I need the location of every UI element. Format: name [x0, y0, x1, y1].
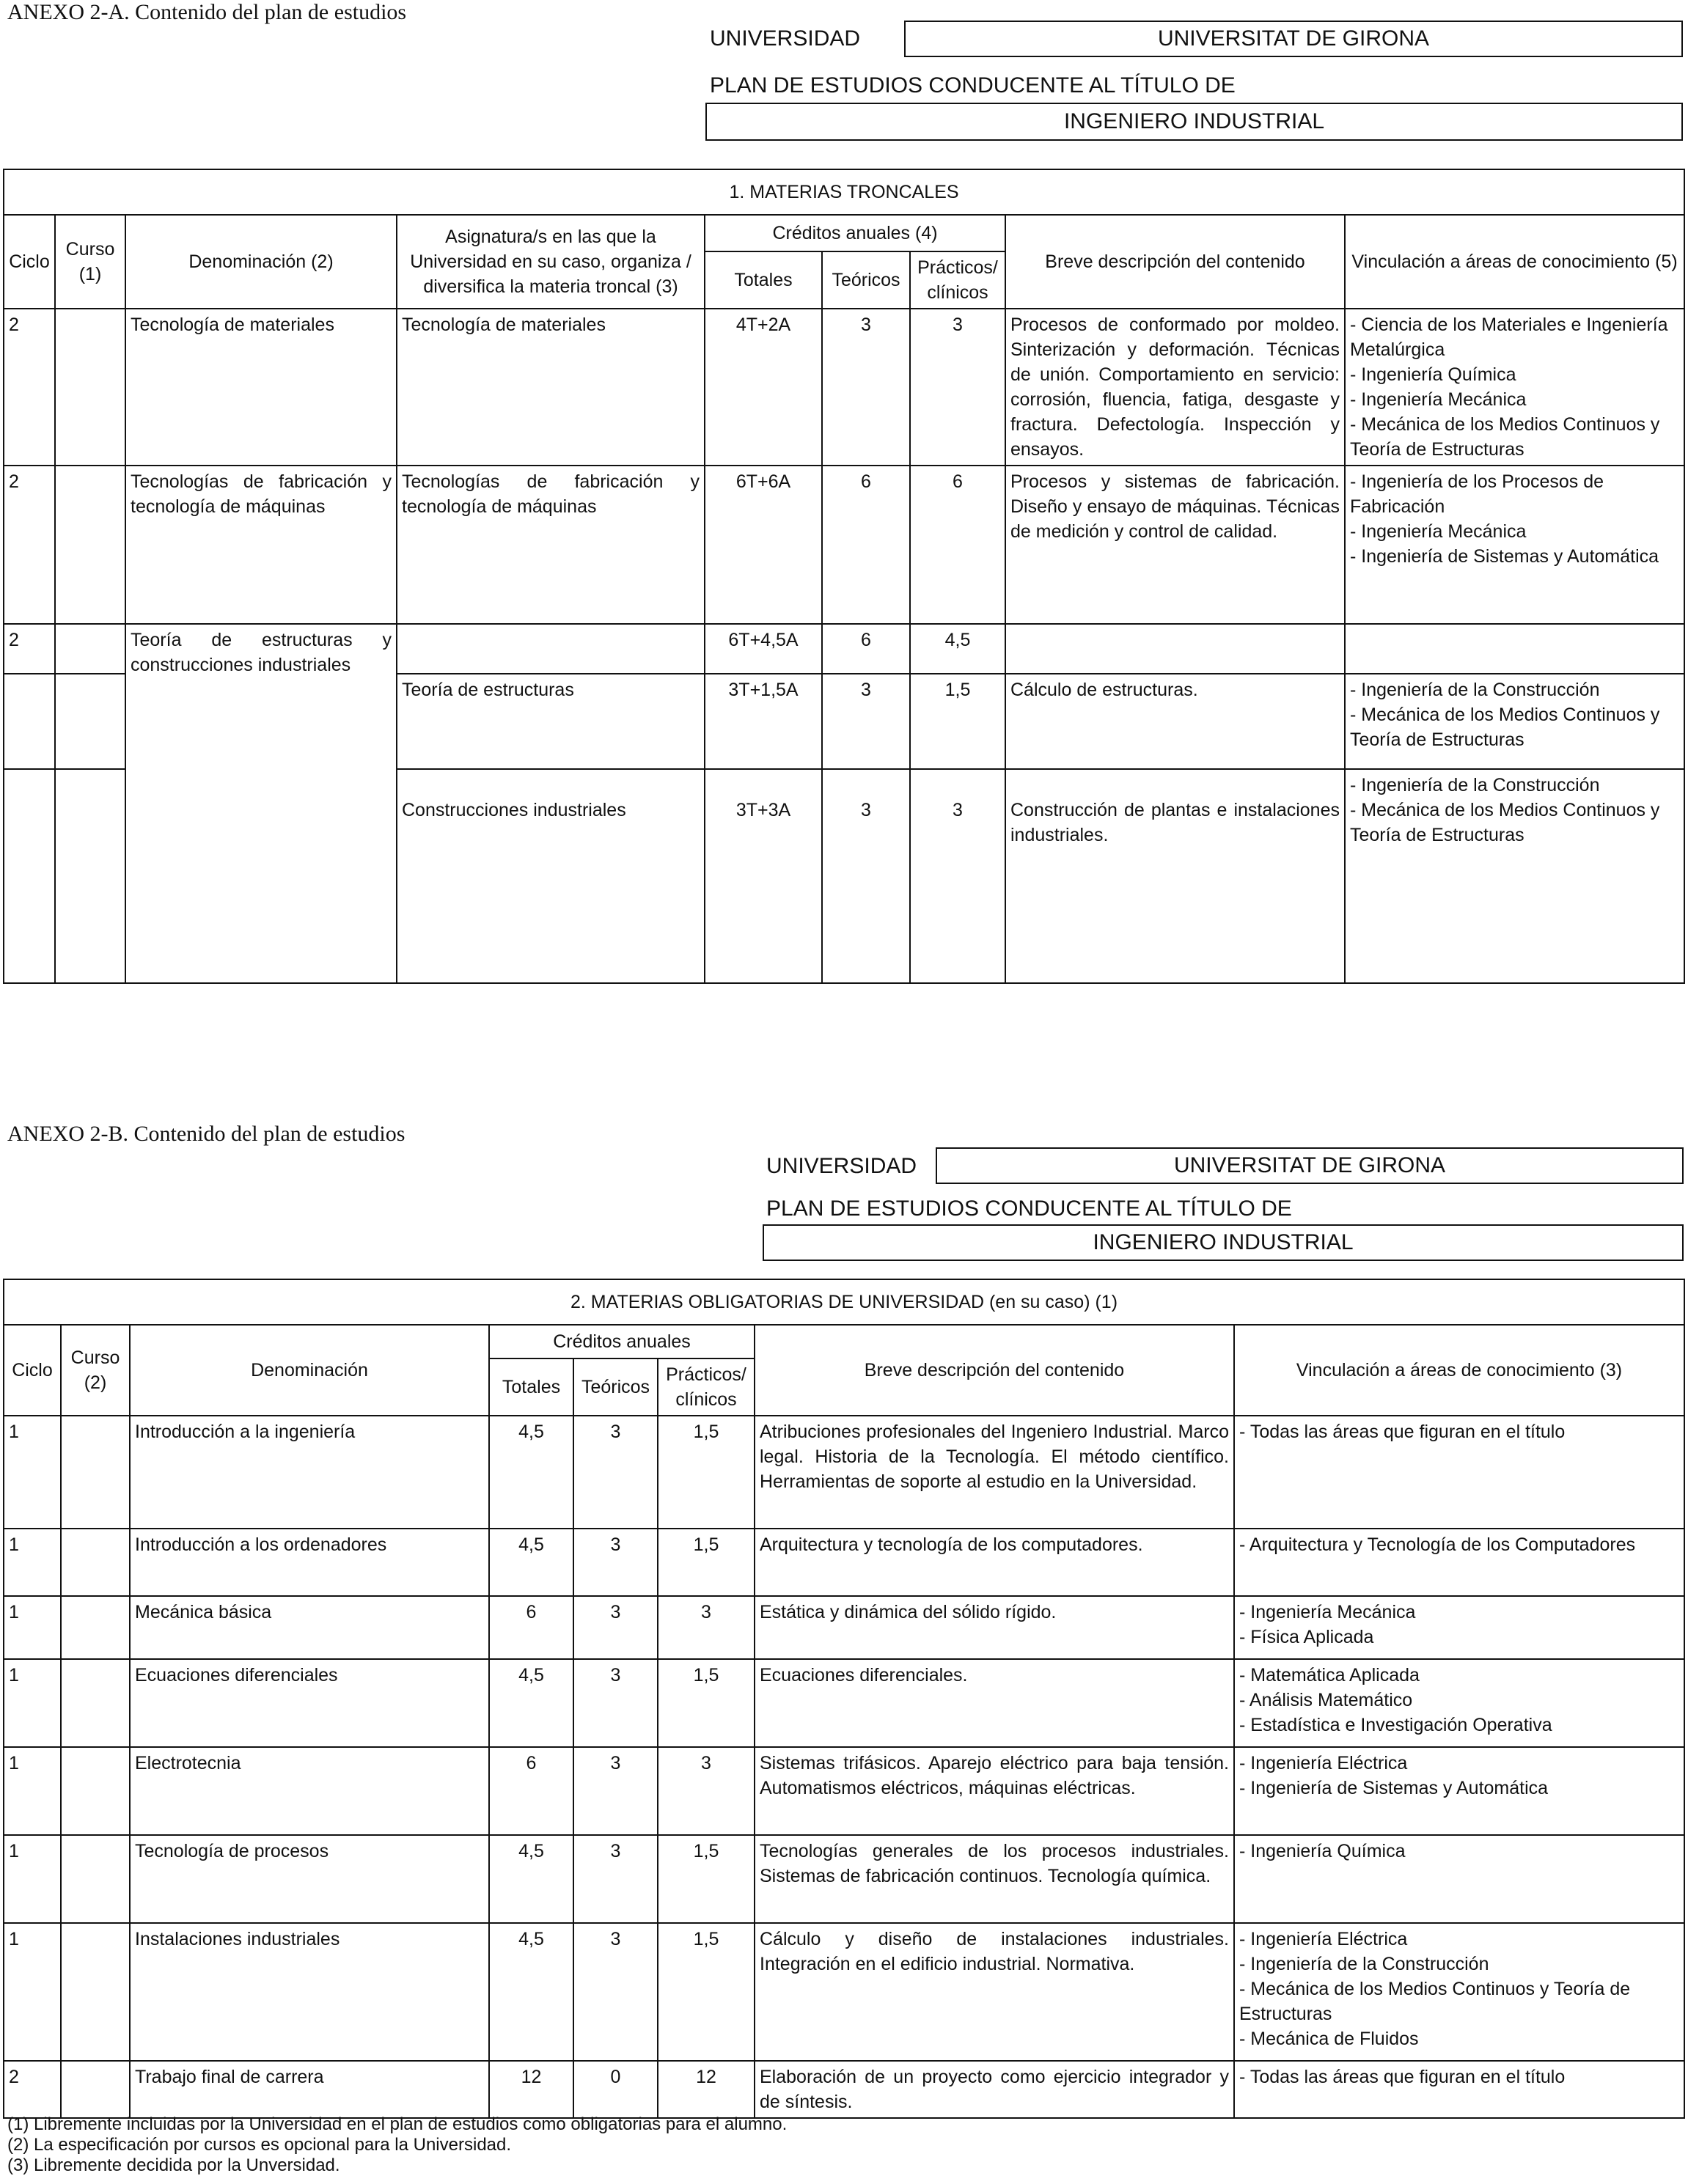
- vinculacion-item: - Ingeniería de Sistemas y Automática: [1350, 546, 1659, 567]
- cell-asignatura: [397, 624, 705, 674]
- vinculacion-item: - Todas las áreas que figuran en el título: [1239, 1422, 1566, 1442]
- plan-label: PLAN DE ESTUDIOS CONDUCENTE AL TÍTULO DE: [766, 1196, 1292, 1221]
- cell-vinculacion: [1234, 1659, 1684, 1747]
- cell-descripcion: Arquitectura y tecnología de los computadores.: [755, 1529, 1234, 1596]
- vinculacion-item: - Ingeniería Eléctrica: [1239, 1929, 1408, 1949]
- anexo-2a-title: ANEXO 2-A. Contenido del plan de estudios: [7, 0, 407, 24]
- cell-curso: [61, 1659, 130, 1747]
- cell-ciclo: 2: [4, 466, 55, 624]
- cell-teoricos: 3: [573, 1923, 658, 2061]
- cell-vinculacion: [1234, 1747, 1684, 1835]
- vinculacion-item: - Mecánica de los Medios Continuos y Teoría de Estructuras: [1350, 800, 1660, 845]
- cell-totales: 6: [489, 1596, 573, 1659]
- cell-denominacion: Electrotecnia: [130, 1747, 489, 1835]
- vinculacion-item: - Ingeniería de la Construcción: [1239, 1954, 1489, 1974]
- plan-value-box: INGENIERO INDUSTRIAL: [763, 1224, 1684, 1261]
- materias-obligatorias-table: [3, 1279, 1685, 2119]
- vinculacion-item: - Ingeniería de la Construcción: [1350, 680, 1600, 700]
- cell-teoricos: 6: [822, 466, 910, 624]
- cell-curso: [61, 1747, 130, 1835]
- vinculacion-item: - Estadística e Investigación Operativa: [1239, 1715, 1552, 1735]
- cell-practicos: 4,5: [910, 624, 1005, 674]
- vinculacion-item: - Mecánica de Fluidos: [1239, 2029, 1419, 2049]
- table-row: [4, 1596, 1684, 1659]
- cell-vinculacion: [1234, 1416, 1684, 1529]
- section-title: 2. MATERIAS OBLIGATORIAS DE UNIVERSIDAD (en su caso) (1): [4, 1279, 1684, 1325]
- cell-asignatura: Teoría de estructuras: [397, 674, 705, 769]
- cell-descripcion: Ecuaciones diferenciales.: [755, 1659, 1234, 1747]
- cell-descripcion: Cálculo y diseño de instalaciones industriales. Integración en el edificio industrial. Normativa.: [755, 1923, 1234, 2061]
- cell-vinculacion: [1234, 2061, 1684, 2118]
- plan-label: PLAN DE ESTUDIOS CONDUCENTE AL TÍTULO DE: [710, 73, 1236, 98]
- cell-ciclo: 2: [4, 624, 55, 674]
- cell-totales: 6T+4,5A: [705, 624, 822, 674]
- vinculacion-item: - Ciencia de los Materiales e Ingeniería Metalúrgica: [1350, 315, 1668, 360]
- cell-totales: 4,5: [489, 1835, 573, 1923]
- header-totales: Totales: [705, 251, 822, 309]
- cell-practicos: 1,5: [658, 1835, 755, 1923]
- cell-practicos: 6: [910, 466, 1005, 624]
- cell-teoricos: 3: [573, 1416, 658, 1529]
- cell-teoricos: 3: [573, 1596, 658, 1659]
- cell-practicos: 3: [910, 769, 1005, 983]
- cell-denominacion: Teoría de estructuras y construcciones industriales: [125, 624, 397, 983]
- cell-curso: [61, 1416, 130, 1529]
- cell-denominacion: Introducción a la ingeniería: [130, 1416, 489, 1529]
- vinculacion-item: - Análisis Matemático: [1239, 1690, 1413, 1710]
- header-creditos: Créditos anuales: [489, 1325, 755, 1358]
- header-practicos: Prácticos/ clínicos: [658, 1358, 755, 1416]
- cell-curso: [55, 466, 125, 624]
- cell-practicos: 1,5: [658, 1416, 755, 1529]
- header-creditos: Créditos anuales (4): [705, 215, 1005, 251]
- cell-practicos: 12: [658, 2061, 755, 2118]
- cell-curso: [55, 769, 125, 983]
- vinculacion-item: - Matemática Aplicada: [1239, 1665, 1420, 1685]
- cell-denominacion: Tecnología de materiales: [125, 309, 397, 466]
- universidad-value-box: UNIVERSITAT DE GIRONA: [904, 21, 1683, 57]
- header-descripcion: Breve descripción del contenido: [1005, 215, 1345, 309]
- cell-vinculacion: [1345, 624, 1684, 674]
- cell-denominacion: Tecnología de procesos: [130, 1835, 489, 1923]
- table-row: [4, 1835, 1684, 1923]
- header-teoricos: Teóricos: [822, 251, 910, 309]
- cell-teoricos: 3: [822, 674, 910, 769]
- cell-ciclo: [4, 674, 55, 769]
- table-row: [4, 1416, 1684, 1529]
- cell-teoricos: 3: [822, 769, 910, 983]
- cell-totales: 12: [489, 2061, 573, 2118]
- cell-denominacion: Trabajo final de carrera: [130, 2061, 489, 2118]
- cell-curso: [61, 1923, 130, 2061]
- cell-vinculacion: [1345, 309, 1684, 466]
- universidad-label: UNIVERSIDAD: [710, 26, 861, 51]
- cell-teoricos: 3: [573, 1659, 658, 1747]
- cell-ciclo: 1: [4, 1659, 61, 1747]
- vinculacion-item: - Mecánica de los Medios Continuos y Teoría de Estructuras: [1239, 1979, 1631, 2024]
- cell-ciclo: 1: [4, 1747, 61, 1835]
- cell-curso: [55, 624, 125, 674]
- vinculacion-item: - Mecánica de los Medios Continuos y Teoría de Estructuras: [1350, 705, 1660, 750]
- cell-asignatura: Tecnologías de fabricación y tecnología de máquinas: [397, 466, 705, 624]
- cell-practicos: 3: [658, 1596, 755, 1659]
- header-practicos: Prácticos/ clínicos: [910, 251, 1005, 309]
- vinculacion-item: - Física Aplicada: [1239, 1627, 1374, 1647]
- cell-asignatura: Construcciones industriales: [397, 769, 705, 983]
- vinculacion-item: - Ingeniería Mecánica: [1350, 389, 1527, 410]
- cell-ciclo: 1: [4, 1529, 61, 1596]
- cell-curso: [61, 1835, 130, 1923]
- cell-totales: 4,5: [489, 1659, 573, 1747]
- vinculacion-item: - Ingeniería Mecánica: [1239, 1602, 1416, 1622]
- vinculacion-item: - Ingeniería Eléctrica: [1239, 1753, 1408, 1773]
- cell-curso: [55, 674, 125, 769]
- cell-ciclo: 1: [4, 1416, 61, 1529]
- cell-descripcion: Procesos de conformado por moldeo. Sinterización y deformación. Técnicas de unión. Comportamiento en servicio: corrosión, fluencia, fatiga, desgaste y fractura. Defectología. Inspección y ensayos.: [1005, 309, 1345, 466]
- table-row: [4, 466, 1684, 624]
- header-curso: Curso (2): [61, 1325, 130, 1416]
- cell-vinculacion: [1345, 769, 1684, 983]
- cell-teoricos: 3: [573, 1835, 658, 1923]
- vinculacion-item: - Mecánica de los Medios Continuos y Teoría de Estructuras: [1350, 414, 1660, 460]
- cell-ciclo: 2: [4, 309, 55, 466]
- cell-denominacion: Mecánica básica: [130, 1596, 489, 1659]
- plan-value-box: INGENIERO INDUSTRIAL: [705, 103, 1683, 141]
- cell-curso: [61, 1596, 130, 1659]
- materias-troncales-table: [3, 169, 1685, 984]
- vinculacion-item: - Ingeniería Química: [1350, 364, 1516, 385]
- vinculacion-item: - Ingeniería de los Procesos de Fabricación: [1350, 471, 1604, 517]
- cell-denominacion: Introducción a los ordenadores: [130, 1529, 489, 1596]
- cell-totales: 6: [489, 1747, 573, 1835]
- cell-asignatura: Tecnología de materiales: [397, 309, 705, 466]
- cell-vinculacion: [1234, 1923, 1684, 2061]
- cell-descripcion: Construcción de plantas e instalaciones industriales.: [1005, 769, 1345, 983]
- vinculacion-item: - Ingeniería de la Construcción: [1350, 775, 1600, 795]
- vinculacion-item: - Ingeniería de Sistemas y Automática: [1239, 1778, 1549, 1798]
- cell-descripcion: Tecnologías generales de los procesos industriales. Sistemas de fabricación continuos. Tecnología química.: [755, 1835, 1234, 1923]
- cell-descripcion: Elaboración de un proyecto como ejercicio integrador y de síntesis.: [755, 2061, 1234, 2118]
- header-ciclo: Ciclo: [4, 215, 55, 309]
- header-denominacion: Denominación: [130, 1325, 489, 1416]
- cell-ciclo: 1: [4, 1923, 61, 2061]
- table-row: [4, 1529, 1684, 1596]
- cell-totales: 3T+1,5A: [705, 674, 822, 769]
- cell-teoricos: 0: [573, 2061, 658, 2118]
- header-vinculacion: Vinculación a áreas de conocimiento (3): [1234, 1325, 1684, 1416]
- table-row: [4, 1659, 1684, 1747]
- cell-vinculacion: [1345, 466, 1684, 624]
- cell-totales: 3T+3A: [705, 769, 822, 983]
- cell-ciclo: 2: [4, 2061, 61, 2118]
- cell-descripcion: Atribuciones profesionales del Ingeniero Industrial. Marco legal. Historia de la Tecnología. El método científico. Herramientas de soporte al estudio en la Universidad.: [755, 1416, 1234, 1529]
- cell-vinculacion: [1234, 1596, 1684, 1659]
- header-totales: Totales: [489, 1358, 573, 1416]
- anexo-2b-title: ANEXO 2-B. Contenido del plan de estudios: [7, 1122, 406, 1146]
- cell-practicos: 3: [910, 309, 1005, 466]
- cell-curso: [61, 1529, 130, 1596]
- header-vinculacion: Vinculación a áreas de conocimiento (5): [1345, 215, 1684, 309]
- cell-totales: 4,5: [489, 1923, 573, 2061]
- table-row: [4, 624, 1684, 674]
- cell-totales: 4,5: [489, 1529, 573, 1596]
- vinculacion-item: - Ingeniería Química: [1239, 1841, 1406, 1861]
- table-row: [4, 1747, 1684, 1835]
- vinculacion-item: - Ingeniería Mecánica: [1350, 521, 1527, 542]
- cell-descripcion: Sistemas trifásicos. Aparejo eléctrico para baja tensión. Automatismos eléctricos, máquinas eléctricas.: [755, 1747, 1234, 1835]
- header-denominacion: Denominación (2): [125, 215, 397, 309]
- cell-denominacion: Ecuaciones diferenciales: [130, 1659, 489, 1747]
- cell-denominacion: Instalaciones industriales: [130, 1923, 489, 2061]
- cell-teoricos: 6: [822, 624, 910, 674]
- cell-teoricos: 3: [573, 1529, 658, 1596]
- header-ciclo: Ciclo: [4, 1325, 61, 1416]
- cell-totales: 4T+2A: [705, 309, 822, 466]
- cell-descripcion: Cálculo de estructuras.: [1005, 674, 1345, 769]
- header-descripcion: Breve descripción del contenido: [755, 1325, 1234, 1416]
- vinculacion-item: - Arquitectura y Tecnología de los Computadores: [1239, 1534, 1636, 1555]
- cell-ciclo: 1: [4, 1835, 61, 1923]
- universidad-label: UNIVERSIDAD: [766, 1154, 917, 1178]
- header-asignatura: Asignatura/s en las que la Universidad en su caso, organiza / diversifica la materia troncal (3): [397, 215, 705, 309]
- cell-curso: [61, 2061, 130, 2118]
- cell-practicos: 1,5: [658, 1923, 755, 2061]
- cell-practicos: 3: [658, 1747, 755, 1835]
- universidad-value-box: UNIVERSITAT DE GIRONA: [936, 1147, 1684, 1184]
- cell-teoricos: 3: [822, 309, 910, 466]
- vinculacion-item: - Todas las áreas que figuran en el título: [1239, 2067, 1566, 2087]
- table-row: [4, 2061, 1684, 2118]
- footnotes: [7, 2114, 1679, 2176]
- header-teoricos: Teóricos: [573, 1358, 658, 1416]
- table-row: [4, 1923, 1684, 2061]
- cell-practicos: 1,5: [658, 1529, 755, 1596]
- cell-practicos: 1,5: [658, 1659, 755, 1747]
- cell-vinculacion: [1345, 674, 1684, 769]
- section-title: 1. MATERIAS TRONCALES: [4, 169, 1684, 215]
- table-row: [4, 309, 1684, 466]
- cell-vinculacion: [1234, 1529, 1684, 1596]
- header-curso: Curso (1): [55, 215, 125, 309]
- cell-teoricos: 3: [573, 1747, 658, 1835]
- cell-ciclo: [4, 769, 55, 983]
- cell-descripcion: Estática y dinámica del sólido rígido.: [755, 1596, 1234, 1659]
- cell-practicos: 1,5: [910, 674, 1005, 769]
- footnote: (1) Libremente incluidas por la Universidad en el plan de estudios como obligatorias para el alumno.: [7, 2114, 788, 2134]
- cell-vinculacion: [1234, 1835, 1684, 1923]
- cell-descripcion: Procesos y sistemas de fabricación. Diseño y ensayo de máquinas. Técnicas de medición y control de calidad.: [1005, 466, 1345, 624]
- cell-descripcion: [1005, 624, 1345, 674]
- cell-totales: 4,5: [489, 1416, 573, 1529]
- cell-curso: [55, 309, 125, 466]
- footnote: (2) La especificación por cursos es opcional para la Universidad.: [7, 2135, 512, 2155]
- cell-ciclo: 1: [4, 1596, 61, 1659]
- cell-denominacion: Tecnologías de fabricación y tecnología de máquinas: [125, 466, 397, 624]
- cell-totales: 6T+6A: [705, 466, 822, 624]
- footnote: (3) Libremente decidida por la Unversidad.: [7, 2155, 340, 2175]
